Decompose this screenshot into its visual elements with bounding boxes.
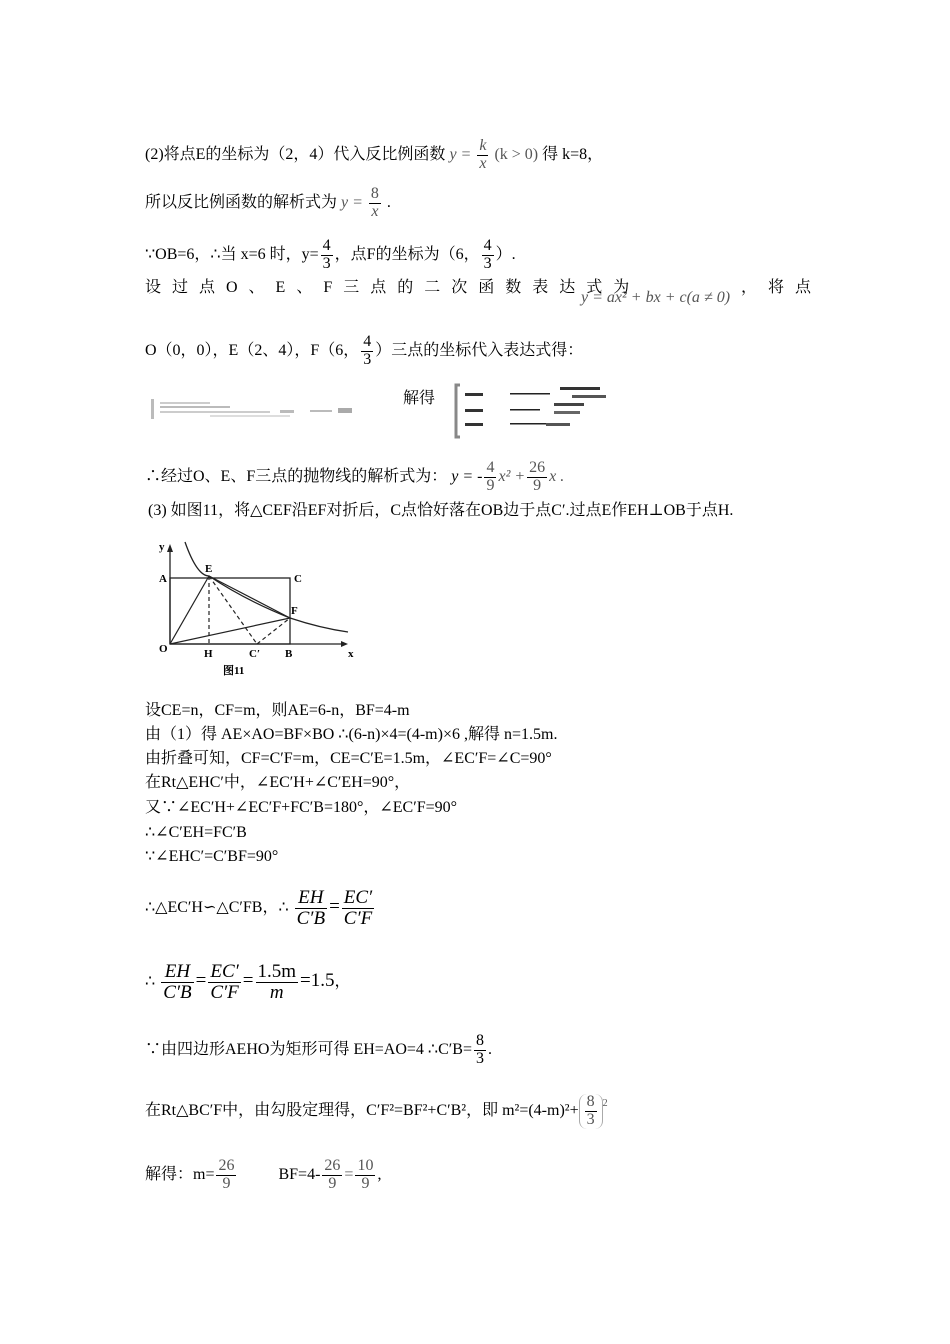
p2-line-5-end: ）三点的坐标代入表达式得： bbox=[375, 341, 584, 359]
fraction-4-over-9: $\frac{4}{9}$ bbox=[486, 459, 495, 494]
parabola-eq-mid: x² + bbox=[498, 467, 526, 485]
solution-line-6: ∴∠C′EH=FC′B bbox=[145, 824, 247, 841]
p2-line-7-text: ∴经过O、E、F三点的抛物线的解析式为： bbox=[145, 467, 448, 485]
pythagoras-text: 在Rt△BC′F中，由勾股定理得，C′F²=BF²+C′B²，即 m²=(4-m)²+ bbox=[145, 1101, 579, 1119]
label-E: E bbox=[205, 563, 213, 575]
fraction-1.5m-over-m: $\frac{1.5m}{m}$ bbox=[257, 961, 297, 1003]
therefore: ∴ bbox=[145, 973, 156, 991]
p2-line-2-text: 所以反比例函数的解析式为 bbox=[145, 193, 338, 211]
final-end: , bbox=[377, 1165, 382, 1183]
similarity-text: ∴△EC′H∽△C′FB，∴ bbox=[145, 899, 289, 917]
p2-line-3-mid: ，点F的坐标为（6， bbox=[334, 245, 480, 263]
fraction-EH-over-CB: $\frac{EH}{C'B}$ bbox=[163, 961, 192, 1003]
p2-line-1 bbox=[145, 138, 603, 173]
p2-line-3 bbox=[145, 238, 516, 273]
fraction-EC-over-CF: $\frac{EC'}{C'F}$ bbox=[343, 887, 373, 929]
fraction-8-over-x: $\frac{8}{x}$ bbox=[370, 185, 379, 220]
p2-line-2-end: . bbox=[386, 193, 391, 211]
label-C-prime: C′ bbox=[249, 648, 261, 660]
solution-line-1: 设CE=n，CF=m，则AE=6-n，BF=4-m bbox=[145, 702, 410, 719]
solve-label: 解得 bbox=[403, 390, 436, 407]
p2-line-7 bbox=[145, 460, 564, 495]
fraction-4-over-3: $\frac{4}{3}$ bbox=[483, 237, 492, 272]
p2-line-5 bbox=[145, 334, 583, 369]
formula-condition: (k > 0) bbox=[494, 145, 539, 163]
fraction-26-over-9: $\frac{26}{9}$ bbox=[218, 1157, 235, 1192]
p2-line-1-end: 得 k=8， bbox=[542, 145, 604, 163]
p2-line-3-end: ）. bbox=[495, 245, 516, 263]
p2-line-2 bbox=[145, 186, 391, 221]
p2-line-4-end: ，将点 bbox=[741, 279, 823, 296]
fraction-4-over-3: $\frac{4}{3}$ bbox=[322, 237, 331, 272]
solution-line-7: ∵∠EHC′=C′BF=90° bbox=[145, 848, 279, 865]
solution-line-5: 又∵∠EC′H+∠EC′F+FC′B=180°，∠EC′F=90° bbox=[145, 799, 458, 816]
pythagoras-line bbox=[145, 1094, 608, 1129]
p2-line-4-text: 设过点O、E、F三点的二次函数表达式为 bbox=[145, 279, 641, 296]
final-text: 解得：m= bbox=[145, 1165, 215, 1183]
fraction-26-over-9: $\frac{26}{9}$ bbox=[529, 459, 546, 494]
label-B: B bbox=[285, 648, 293, 660]
label-O: O bbox=[159, 643, 168, 655]
bf-text: BF=4- bbox=[278, 1165, 321, 1183]
exponent: 2 bbox=[602, 1098, 608, 1109]
label-H: H bbox=[204, 648, 213, 660]
equals: = bbox=[195, 970, 207, 992]
ratio-result: =1.5 bbox=[300, 970, 335, 992]
equals: = bbox=[344, 1165, 354, 1183]
label-C: C bbox=[294, 573, 302, 585]
label-F: F bbox=[291, 605, 298, 617]
solution-line-4: 在Rt△EHC′中，∠EC′H+∠C′EH=90°， bbox=[145, 774, 411, 791]
rectangle-text: ∵由四边形AEHO为矩形可得 EH=AO=4 ∴C′B= bbox=[145, 1040, 472, 1058]
ratio-line bbox=[145, 962, 351, 1003]
formula-eq: y = bbox=[449, 145, 472, 163]
quadratic-formula: y = ax² + bx + c(a ≠ 0) bbox=[581, 289, 731, 306]
label-A: A bbox=[159, 573, 167, 585]
solution-system-image bbox=[450, 383, 610, 439]
p3-line-1: (3) 如图11，将△CEF沿EF对折后，C点恰好落在OB边于点C′.过点E作EH⊥OB于点H. bbox=[148, 502, 734, 519]
p2-line-4 bbox=[145, 278, 823, 306]
figure-caption: 图11 bbox=[223, 665, 245, 677]
figure-11 bbox=[145, 536, 360, 678]
equals: = bbox=[329, 896, 340, 918]
fraction-EH-over-CB: $\frac{EH}{C'B}$ bbox=[296, 887, 326, 929]
p2-line-1-text: (2)将点E的坐标为（2，4）代入反比例函数 bbox=[145, 145, 446, 163]
ratio-end: ， bbox=[334, 973, 351, 991]
equation-system-image bbox=[150, 398, 355, 420]
fraction-10-over-9: $\frac{10}{9}$ bbox=[357, 1157, 374, 1192]
fraction-4-over-3: $\frac{4}{3}$ bbox=[363, 333, 372, 368]
solution-line-2: 由（1）得 AE×AO=BF×BO ∴(6-n)×4=(4-m)×6 ,解得 n=1.5m. bbox=[145, 726, 558, 743]
fraction-8-over-3: $\frac{8}{3}$ bbox=[475, 1032, 484, 1067]
fraction-26-over-9: $\frac{26}{9}$ bbox=[324, 1157, 341, 1192]
p2-line-3-text: ∵OB=6，∴当 x=6 时，y= bbox=[145, 245, 319, 263]
rectangle-line bbox=[145, 1033, 492, 1068]
rectangle-end: . bbox=[487, 1040, 492, 1058]
paren-8-over-3: $\frac{8}{3}$ bbox=[579, 1094, 603, 1129]
fraction-EC-over-CF: $\frac{EC'}{C'F}$ bbox=[210, 961, 239, 1003]
parabola-eq-end: x . bbox=[549, 467, 565, 485]
similarity-line bbox=[145, 888, 376, 929]
equals: = bbox=[242, 970, 254, 992]
solution-line-3: 由折叠可知，CF=C′F=m，CE=C′E=1.5m，∠EC′F=∠C=90° bbox=[145, 750, 552, 767]
label-x: x bbox=[348, 648, 354, 660]
final-line bbox=[145, 1158, 381, 1193]
parabola-eq-start: y = - bbox=[451, 467, 483, 485]
label-y: y bbox=[159, 541, 165, 553]
fraction-k-over-x: $\frac{k}{x}$ bbox=[479, 137, 487, 172]
formula-eq: y = bbox=[341, 193, 363, 211]
p2-line-5-text: O（0，0），E（2、4），F（6， bbox=[145, 341, 360, 359]
